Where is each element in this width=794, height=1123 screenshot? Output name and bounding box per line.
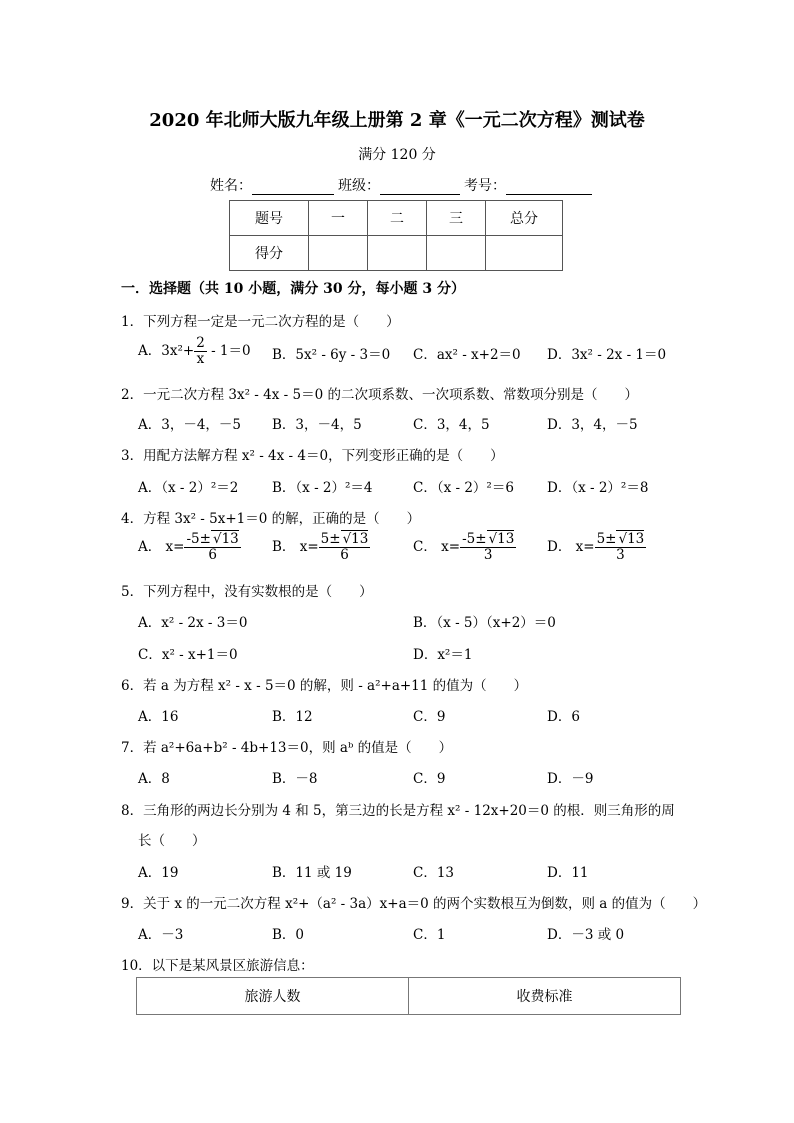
question-3-option-d: D．（x - 2）²＝8 (547, 480, 649, 496)
question-2-option-a: A．3，－4，－5 (138, 417, 242, 433)
option-label: B． (272, 538, 296, 555)
fraction (319, 532, 371, 563)
fraction-numerator (595, 532, 647, 548)
question-5-option-d: D．x²＝1 (413, 647, 473, 663)
question-4-option-a (138, 532, 241, 563)
tourism-info-table (136, 977, 681, 1015)
score-table (229, 200, 563, 271)
question-7-option-d: D．－9 (547, 771, 594, 787)
question-7-option-b: B．－8 (272, 771, 318, 787)
question-7-stem: 7．若 a²+6a+b² - 4b+13＝0，则 aᵇ 的值是（ ） (121, 740, 453, 756)
numerator-prefix: 5± (596, 531, 617, 547)
question-4-option-b (272, 532, 370, 563)
score-input-cell[interactable] (486, 236, 563, 271)
question-9-option-a: A．－3 (138, 927, 184, 943)
question-7-option-a: A．8 (138, 771, 170, 787)
score-input-cell[interactable] (368, 236, 427, 271)
fraction-numerator (460, 532, 516, 548)
score-table-score-row (230, 236, 563, 271)
sqrt-value: 13 (351, 531, 369, 547)
sqrt-value: 13 (627, 531, 645, 547)
sqrt-radical: √13 (342, 531, 369, 547)
question-6-option-c: C．9 (413, 709, 446, 725)
question-3-option-c: C．（x - 2）²＝6 (413, 480, 514, 496)
sqrt-radical: √13 (618, 531, 645, 547)
question-5-option-a: A．x² - 2x - 3＝0 (138, 615, 248, 631)
fraction-denominator: 6 (208, 546, 217, 563)
x-equals: x= (299, 538, 319, 555)
fraction-numerator: 2 (196, 335, 205, 351)
question-6-option-b: B．12 (272, 709, 313, 725)
option-a-prefix: A．3x²+ (138, 342, 195, 359)
sqrt-radical: √13 (488, 531, 515, 547)
question-5-stem: 5．下列方程中，没有实数根的是（ ） (121, 584, 373, 600)
option-label: C． (413, 538, 437, 555)
option-label: D． (547, 538, 572, 555)
question-4-option-d (547, 532, 646, 563)
table-row (137, 978, 681, 1015)
numerator-prefix: -5± (462, 531, 487, 547)
score-row-label: 得分 (230, 236, 309, 271)
table-header-cell: 收费标准 (409, 978, 681, 1015)
fraction (194, 336, 207, 367)
name-label: 姓名： (210, 178, 252, 194)
fraction (460, 532, 516, 563)
question-6-option-d: D．6 (547, 709, 580, 725)
question-5-option-b: B．（x - 5）（x+2）＝0 (413, 615, 556, 631)
question-2-option-d: D．3，4，－5 (547, 417, 638, 433)
question-3-option-b: B．（x - 2）²＝4 (272, 480, 373, 496)
fraction-denominator: 3 (483, 546, 493, 563)
score-input-cell[interactable] (309, 236, 368, 271)
score-input-cell[interactable] (427, 236, 486, 271)
question-1-option-a (138, 336, 251, 367)
class-blank[interactable] (380, 178, 460, 195)
question-6-option-a: A．16 (138, 709, 179, 725)
fraction (595, 532, 647, 563)
full-score: 满分 120 分 (358, 147, 436, 163)
question-9-stem: 9．关于 x 的一元二次方程 x²+（a² - 3a）x+a＝0 的两个实数根互为倒数，则 a 的值为（ ） (121, 896, 707, 912)
question-9-option-d: D．－3 或 0 (547, 927, 625, 943)
question-2-stem: 2．一元二次方程 3x² - 4x - 5＝0 的二次项系数、一次项系数、常数项分别是（ ） (121, 387, 638, 403)
option-label: A． (138, 538, 162, 555)
question-2-option-c: C．3，4，5 (413, 417, 490, 433)
sqrt-value: 13 (221, 531, 239, 547)
question-6-stem: 6．若 a 为方程 x² - x - 5＝0 的解，则 - a²+a+11 的值为（ ） (121, 678, 528, 694)
question-3-stem: 3．用配方法解方程 x² - 4x - 4＝0，下列变形正确的是（ ） (121, 448, 504, 464)
score-cell: 总分 (486, 201, 563, 236)
question-8-option-c: C．13 (413, 865, 455, 881)
sqrt-value: 13 (497, 531, 515, 547)
question-1-stem: 1．下列方程一定是一元二次方程的是（ ） (121, 314, 400, 330)
number-label: 考号： (464, 178, 506, 194)
student-info-line (210, 175, 592, 195)
question-8-stem-continued: 长（ ） (138, 833, 206, 849)
fraction-denominator: 6 (340, 546, 349, 563)
option-a-suffix: - 1＝0 (206, 342, 251, 359)
name-blank[interactable] (252, 178, 334, 195)
fraction (184, 532, 240, 563)
question-1-option-c: C．ax² - x+2＝0 (413, 347, 521, 363)
question-7-option-c: C．9 (413, 771, 446, 787)
question-4-option-c (413, 532, 516, 563)
class-label: 班级： (338, 178, 380, 194)
question-8-option-d: D．11 (547, 865, 589, 881)
x-equals: x= (441, 538, 461, 555)
question-3-option-a: A．（x - 2）²＝2 (138, 480, 239, 496)
number-blank[interactable] (506, 178, 592, 195)
score-cell: 三 (427, 201, 486, 236)
page-title: 2020 年北师大版九年级上册第 2 章《一元二次方程》测试卷 (149, 110, 645, 131)
sqrt-radical: √13 (212, 531, 239, 547)
question-8-option-b: B．11 或 19 (272, 865, 352, 881)
question-2-option-b: B．3，－4，5 (272, 417, 362, 433)
question-4-stem: 4．方程 3x² - 5x+1＝0 的解，正确的是（ ） (121, 511, 421, 527)
question-8-option-a: A．19 (138, 865, 179, 881)
table-header-cell: 旅游人数 (137, 978, 409, 1015)
fraction-numerator (184, 532, 240, 548)
question-1-option-d: D．3x² - 2x - 1＝0 (547, 347, 667, 363)
score-cell: 二 (368, 201, 427, 236)
question-10-stem: 10．以下是某风景区旅游信息： (121, 958, 314, 974)
score-table-header-row (230, 201, 563, 236)
score-cell: 题号 (230, 201, 309, 236)
x-equals: x= (575, 538, 595, 555)
numerator-prefix: 5± (320, 531, 341, 547)
question-1-option-b: B．5x² - 6y - 3＝0 (272, 347, 391, 363)
numerator-prefix: -5± (186, 531, 211, 547)
section-heading: 一．选择题（共 10 小题，满分 30 分，每小题 3 分） (121, 281, 465, 297)
fraction-denominator: x (196, 350, 205, 367)
question-9-option-c: C．1 (413, 927, 446, 943)
score-cell: 一 (309, 201, 368, 236)
question-9-option-b: B．0 (272, 927, 305, 943)
x-equals: x= (165, 538, 185, 555)
question-8-stem: 8．三角形的两边长分别为 4 和 5，第三边的长是方程 x² - 12x+20＝0 的根．则三角形的周 (121, 803, 675, 819)
fraction-numerator (319, 532, 371, 548)
fraction-denominator: 3 (616, 546, 625, 563)
question-5-option-c: C．x² - x+1＝0 (138, 647, 238, 663)
